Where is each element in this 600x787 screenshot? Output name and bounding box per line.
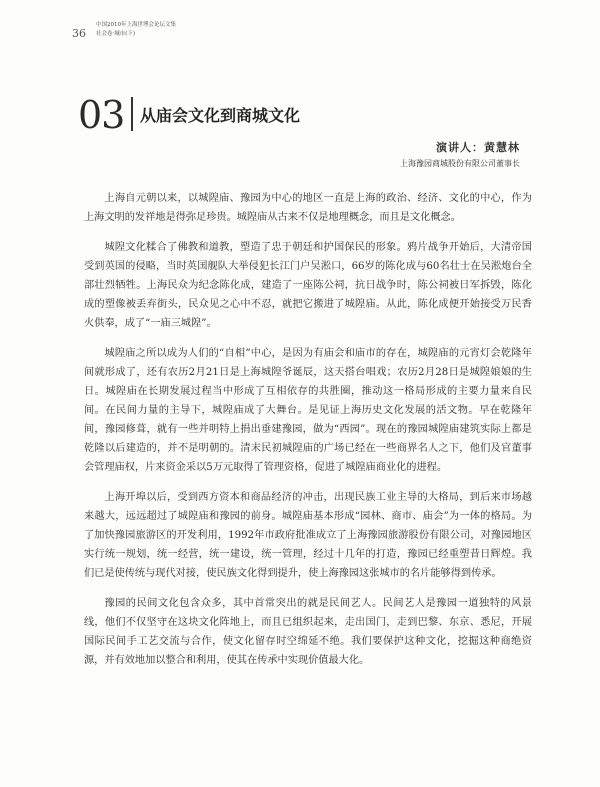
series-title: 中国2010年上海世博会论坛文集 bbox=[96, 22, 176, 28]
chapter-divider bbox=[131, 97, 133, 131]
speaker-affiliation: 上海豫园商城股份有限公司董事长 bbox=[400, 159, 520, 168]
chapter-number: 03 bbox=[78, 93, 125, 137]
paragraph: 上海自元朝以来，以城隍庙、豫园为中心的地区一直是上海的政治、经济、文化的中心，作为上海文明的发祥地是得弥足珍贵。城隍庙从古来不仅是地理概念，而且是文化概念。 bbox=[84, 193, 532, 223]
page-number: 36 bbox=[72, 27, 86, 40]
paragraph: 城隍文化糅合了佛教和道教，塑造了忠于朝廷和护国保民的形象。鸦片战争开始后，大清帝国受到英国的侵略，当时英国舰队大举侵犯长江门户吴淞口，66岁的陈化成与60名壮士在吴淞炮台全部壮烈牺牲。上海民众为纪念陈化成，建造了一座陈公祠，抗日战争时，陈公祠被日军拆毁，陈化成的塑像被丢弃街头，民众见之心中不忍，就把它搬进了城隍庙。从此，陈化成便开始接受万民香火供奉，成了“一庙三城隍”。 bbox=[84, 242, 532, 329]
paragraph: 豫园的民间文化包含众多，其中首常突出的就是民间艺人。民间艺人是豫园一道独特的风景线，他们不仅坚守在这块文化阵地上，而且已组织起来，走出国门，走到巴黎、东京、悉尼，开展国际民间手工艺交流与合作，使文化留存时空绵延不绝。我们要保护这种文化，挖掘这种商绝资源，并有效地加以整合和利用，使其在传承中实现价值最大化。 bbox=[84, 598, 532, 666]
chapter-title: 从庙会文化到商城文化 bbox=[140, 106, 301, 125]
paragraph: 城隍庙之所以成为人们的“自相”中心，是因为有庙会和庙市的存在，城隍庙的元宵灯会乾隆年间就形成了，还有农历2月21日是上海城隍爷诞辰，这天搭台唱戏；农历2月28日是城隍娘娘的生日。城隍庙在长期发展过程当中形成了互相依存的共胜圈，推动这一格局形成的主要力量来自民间。在民间力量的主导下，城隍庙成了大舞台。是见证上海历史文化发展的活文物。早在乾隆年间，豫园修葺，就有一些并明特上捐出垂建豫园，做为“西园”。现在的豫园城隍庙建筑实际上都是乾隆以后建造的，并不是明朝的。清末民初城隍庙的广场已经在一些商界名人之下，他们及官董事会管理庙权，片来资金采以5万元取得了管理资格，促进了城隍庙商业化的进程。 bbox=[84, 348, 532, 473]
paragraph: 上海开埠以后，受到西方资本和商品经济的冲击，出现民族工业主导的大格局，到后来市场越来越大，远远超过了城隍庙和豫园的前身。城隍庙基本形成“园林、商市、庙会”为一体的格局。为了加快豫园旅游区的开发利用，1992年市政府批准成立了上海豫园旅游股份有限公司，对豫园地区实行统一规划，统一经营，统一建设，统一管理，经过十几年的打造，豫园已经重塑昔日辉煌。我们已是使传统与现代对接，使民族文化得到提升，使上海豫园这张城市的名片能够得到传承。 bbox=[84, 492, 532, 579]
article-body bbox=[84, 189, 532, 681]
series-subtitle: 社会卷·城市(下) bbox=[96, 31, 136, 37]
speaker-name: 演讲人：黄慧林 bbox=[436, 141, 520, 154]
